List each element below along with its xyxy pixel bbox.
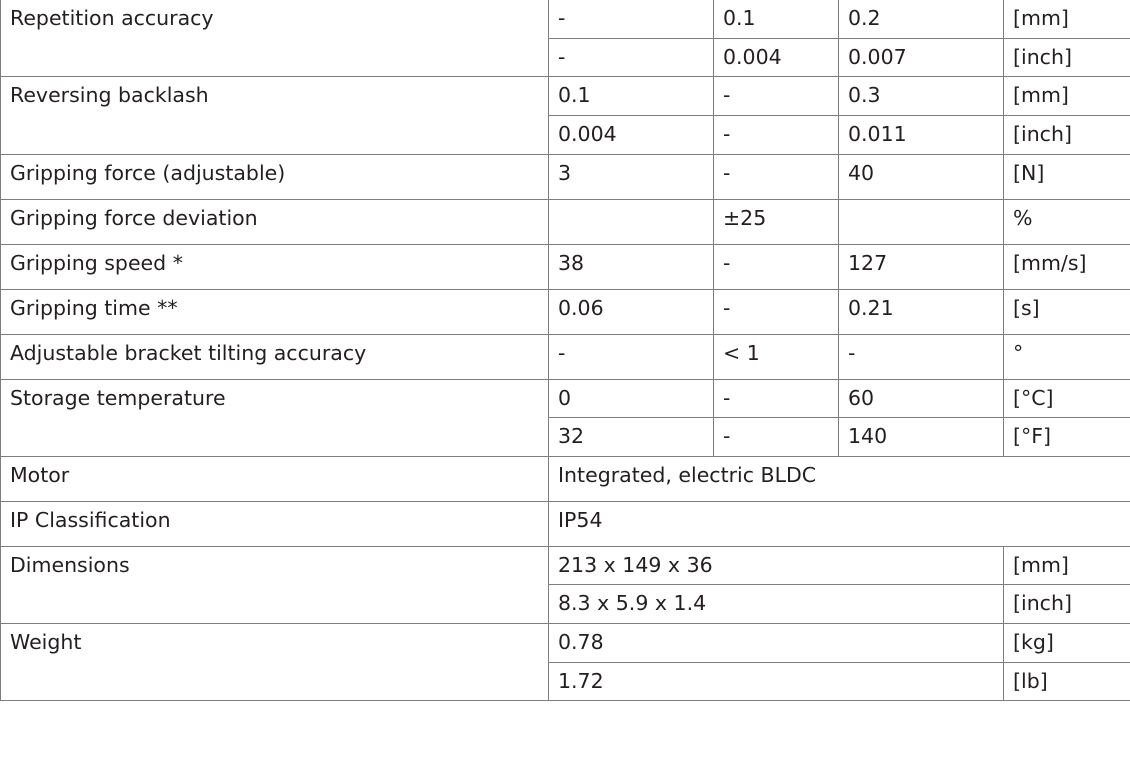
cell-min: - [549, 0, 714, 38]
cell-unit: % [1004, 199, 1130, 244]
row-label: Gripping speed * [1, 244, 549, 289]
row-label: IP Classification [1, 501, 549, 546]
row-label: Gripping time ** [1, 289, 549, 334]
table-row [1, 501, 1130, 546]
row-label: Repetition accuracy [1, 0, 549, 77]
row-label: Weight [1, 624, 549, 701]
cell-value: 8.3 x 5.9 x 1.4 [549, 585, 1004, 624]
cell-min: 0.06 [549, 289, 714, 334]
cell-typ: - [714, 418, 839, 457]
cell-unit: [mm] [1004, 546, 1130, 585]
cell-unit: [inch] [1004, 38, 1130, 77]
cell-value: 0.78 [549, 624, 1004, 663]
cell-typ: < 1 [714, 334, 839, 379]
cell-value: 213 x 149 x 36 [549, 546, 1004, 585]
cell-unit: [lb] [1004, 662, 1130, 701]
cell-max: 60 [839, 379, 1004, 418]
cell-typ: 0.1 [714, 0, 839, 38]
table-row [1, 244, 1130, 289]
cell-typ: 0.004 [714, 38, 839, 77]
table-row [1, 154, 1130, 199]
cell-unit: ° [1004, 334, 1130, 379]
row-label: Storage temperature [1, 379, 549, 456]
cell-typ: - [714, 244, 839, 289]
cell-max: - [839, 334, 1004, 379]
cell-unit: [°C] [1004, 379, 1130, 418]
cell-unit: [°F] [1004, 418, 1130, 457]
cell-unit: [s] [1004, 289, 1130, 334]
cell-min: 0.1 [549, 77, 714, 116]
cell-unit: [kg] [1004, 624, 1130, 663]
cell-max: 0.21 [839, 289, 1004, 334]
cell-max: 0.011 [839, 115, 1004, 154]
table-row [1, 289, 1130, 334]
table-row [1, 77, 1130, 116]
cell-max [839, 199, 1004, 244]
cell-typ: - [714, 77, 839, 116]
table-row [1, 334, 1130, 379]
cell-min: - [549, 38, 714, 77]
cell-max: 40 [839, 154, 1004, 199]
cell-min: - [549, 334, 714, 379]
cell-value: Integrated, electric BLDC [549, 456, 1130, 501]
table-row [1, 379, 1130, 418]
table-row [1, 546, 1130, 585]
cell-unit: [inch] [1004, 585, 1130, 624]
cell-value: IP54 [549, 501, 1130, 546]
cell-unit: [N] [1004, 154, 1130, 199]
cell-max: 0.3 [839, 77, 1004, 116]
cell-max: 140 [839, 418, 1004, 457]
cell-max: 0.2 [839, 0, 1004, 38]
row-label: Gripping force deviation [1, 199, 549, 244]
row-label: Motor [1, 456, 549, 501]
table-row [1, 624, 1130, 663]
table-row [1, 456, 1130, 501]
cell-unit: [inch] [1004, 115, 1130, 154]
cell-value: 1.72 [549, 662, 1004, 701]
cell-typ: - [714, 115, 839, 154]
cell-typ: - [714, 379, 839, 418]
cell-min: 38 [549, 244, 714, 289]
cell-min: 0 [549, 379, 714, 418]
row-label: Reversing backlash [1, 77, 549, 154]
cell-unit: [mm] [1004, 77, 1130, 116]
cell-unit: [mm/s] [1004, 244, 1130, 289]
row-label: Dimensions [1, 546, 549, 623]
cell-min: 3 [549, 154, 714, 199]
cell-typ: - [714, 289, 839, 334]
cell-unit: [mm] [1004, 0, 1130, 38]
cell-min [549, 199, 714, 244]
cell-min: 0.004 [549, 115, 714, 154]
cell-max: 0.007 [839, 38, 1004, 77]
cell-typ: ±25 [714, 199, 839, 244]
cell-max: 127 [839, 244, 1004, 289]
row-label: Gripping force (adjustable) [1, 154, 549, 199]
table-row [1, 0, 1130, 38]
cell-min: 32 [549, 418, 714, 457]
table-row [1, 199, 1130, 244]
cell-typ: - [714, 154, 839, 199]
row-label: Adjustable bracket tilting accuracy [1, 334, 549, 379]
